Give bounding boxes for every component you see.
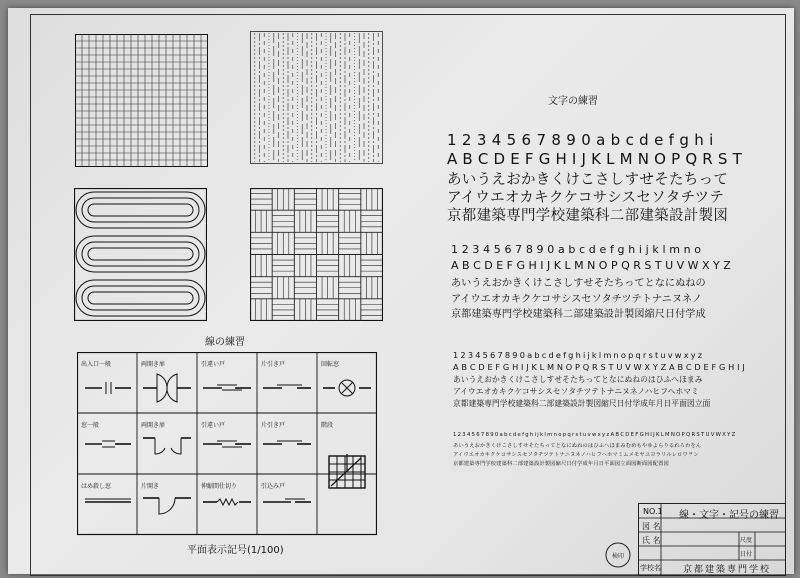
symbol-label: 両開き扉 <box>141 361 166 368</box>
racetrack-ring <box>76 192 205 228</box>
sheet-number: NO.1 <box>643 507 663 516</box>
drawing-title: 線・文字・記号の練習 <box>679 510 779 521</box>
practice-line: アイウエオカキクケコサシスセソタチツテトナニヌネノハヒフヘホマミ <box>453 387 699 396</box>
practice-line: アイウエオカキクケコサシスセソタチツテ <box>447 190 725 206</box>
practice-line: 京都建築専門学校建築科二部建築設計製図縮尺日付学成年月日平面図立面 <box>453 399 711 408</box>
symbol-label: 伸縮間仕切り <box>201 483 238 490</box>
symbol-label: 両開き扉 <box>141 422 166 429</box>
symbol-label: 窓一般 <box>81 422 100 429</box>
letters-practice-title: 文字の練習 <box>548 96 598 107</box>
racetrack-ring <box>76 280 205 316</box>
racetrack-ring <box>88 292 193 304</box>
racetrack-ring <box>82 198 199 222</box>
practice-line: 京都建築専門学校建築科二部建築設計製図 <box>447 208 729 224</box>
practice-line: 1 2 3 4 5 6 7 8 9 0 a b c d e f g h i <box>447 131 714 149</box>
practice-line: アイウエオカキクケコサシスセソタチツテトナニヌネノ <box>451 294 703 305</box>
practice-line: A B C D E F G H I J K L M N O P Q R S T U V W X Y Z <box>451 259 731 272</box>
dashed-line-pattern <box>250 31 383 164</box>
symbol-label: 出入口一般 <box>81 361 112 368</box>
symbol-label: 引違い戸 <box>201 422 226 429</box>
practice-line: あいうえおかきくけこさしすせそたちってとなにぬねのはひふへほまみ <box>453 375 703 384</box>
scale-label: 尺度 <box>740 537 753 544</box>
practice-line: 京都建築専門学校建築科二部建築設計製図縮尺日付学成年月日平面図立面図断面図配置図 <box>453 461 669 467</box>
practice-line: あいうえおかきくけこさしすせそたちってとなにぬねの <box>451 278 706 289</box>
practice-line: あいうえおかきくけこさしすせそたちってとなにぬねのはひふへほまみむめもやゆよらりるれろわをん <box>453 443 702 449</box>
practice-line: アイウエオカキクケコサシスセソタチツテトナニヌネノハヒフヘホマミムメモヤユヨラリルレロワヲン <box>453 452 699 458</box>
title-block <box>638 503 786 576</box>
stamp-label: 検印 <box>611 553 625 560</box>
racetrack-ring <box>88 248 193 260</box>
symbol-label: はめ殺し窓 <box>81 483 112 490</box>
school-name-label: 学校名 <box>640 564 661 572</box>
practice-line: 京都建築専門学校建築科二部建築設計製図縮尺日付学成 <box>451 309 706 320</box>
practice-line: A B C D E F G H I J K L M N O P Q R S T U V W X Y Z A B C D E F G H I J <box>453 362 745 372</box>
symbol-label: 片引き戸 <box>261 422 286 429</box>
practice-line: 1 2 3 4 5 6 7 8 9 0 a b c d e f g h i j k l m n o p q r s t u v w x y z A B C D E F G H I J K L M N O P Q R S T U V W X Y Z <box>453 432 736 438</box>
date-label: 日付 <box>740 551 753 558</box>
symbol-label: 片引き戸 <box>261 361 286 368</box>
lines-practice-title: 線の練習 <box>205 337 245 348</box>
grid-pattern <box>75 34 208 167</box>
symbol-label: 引違い戸 <box>201 361 226 368</box>
symbol-grid <box>77 352 377 536</box>
symbol-label: 引込み戸 <box>261 483 286 490</box>
practice-line: あいうえおかきくけこさしすせそたちって <box>447 172 729 188</box>
inspection-stamp <box>604 541 632 569</box>
practice-line: 1 2 3 4 5 6 7 8 9 0 a b c d e f g h i j k l m n o p q r s t u v w x y z <box>453 350 702 360</box>
racetrack-ring <box>82 242 199 266</box>
practice-line: A B C D E F G H I J K L M N O P Q R S T <box>447 150 742 168</box>
drawing-name-label: 図 名 <box>642 522 661 531</box>
symbol-label: 片開き <box>141 483 160 490</box>
practice-line: 1 2 3 4 5 6 7 8 9 0 a b c d e f g h i j k l m n o <box>451 243 702 256</box>
symbol-label: 回転窓 <box>321 361 340 368</box>
symbol-label: 階段 <box>321 422 334 429</box>
racetrack-ring <box>76 236 205 272</box>
symbols-practice-title: 平面表示記号(1/100) <box>187 545 284 556</box>
racetrack-curve-pattern <box>74 188 207 321</box>
racetrack-ring <box>82 286 199 310</box>
student-name-label: 氏 名 <box>642 536 661 545</box>
school-name: 京都建築専門学校 <box>683 565 772 575</box>
basketweave-pattern <box>250 188 383 321</box>
racetrack-ring <box>88 204 193 216</box>
